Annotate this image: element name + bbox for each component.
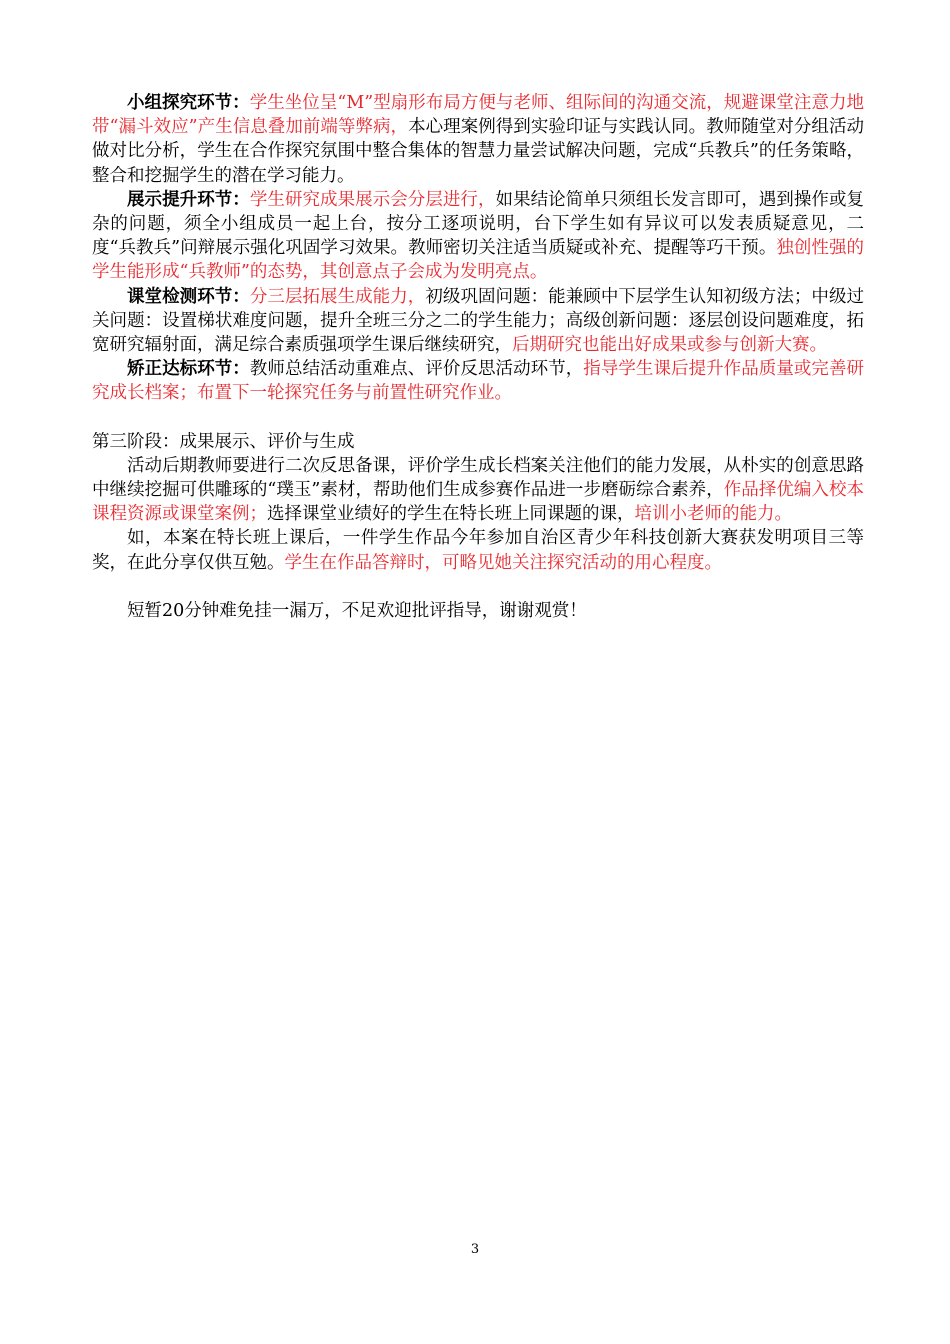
showcase-highlight-1: 学生研究成果展示会分层进行，	[249, 189, 496, 210]
assessment-label: 课堂检测环节：	[127, 286, 250, 307]
stage3-p2-text: 如，本案在特长班上课后，一件学生作品今年参加自治区青少年科技创新大赛获发明项目三等奖，在此分享仅供互勉。	[92, 528, 864, 573]
assessment-text: 初级巩固问题：能兼顾中下层学生认知初级方法；中级过关问题：设置梯状难度问题，提升全班三分之二的学生能力；高级创新问题：逐层创设问题难度，拓宽研究辐射面，满足综合素质强项学生课后继续研究，	[92, 286, 865, 356]
stage3-paragraph-1	[92, 454, 864, 527]
assessment-highlight-1: 分三层拓展生成能力，	[249, 286, 426, 307]
showcase-label: 展示提升环节：	[127, 189, 250, 210]
showcase-paragraph	[92, 188, 864, 285]
stage3-p1-highlight-1: 作品择优编入校本课程资源或课堂案例；	[92, 480, 865, 525]
correction-text: 教师总结活动重难点、评价反思活动环节，	[249, 359, 584, 380]
stage3-p1-highlight-2: 培训小老师的能力。	[634, 504, 792, 525]
page-number: 3	[470, 1242, 480, 1257]
stage3-heading: 第三阶段：成果展示、评价与生成	[92, 431, 355, 452]
stage3-p1-text-1: 活动后期教师要进行二次反思备课，评价学生成长档案关注他们的能力发展，从朴实的创意思路中继续挖掘可供雕琢的“璞玉”素材，帮助他们生成参赛作品进一步磨砺综合素养，	[92, 455, 864, 501]
showcase-highlight-2: 独创性强的学生能形成“兵教师”的态势，其创意点子会成为发明亮点。	[92, 238, 865, 283]
blank-line	[92, 406, 864, 430]
showcase-text: 如果结论简单只须组长发言即可，遇到操作或复杂的问题，须全小组成员一起上台，按分工逐项说明，台下学生如有异议可以发表质疑意见，二度“兵教兵”问辩展示强化巩固学习效果。教师密切关注适当质疑或补充、提醒等巧干预。	[92, 189, 865, 259]
blank-line-2	[92, 575, 864, 599]
correction-paragraph	[92, 357, 864, 405]
stage3-paragraph-2	[92, 526, 864, 574]
document-page	[92, 91, 864, 623]
group-inquiry-text: 本心理案例得到实验印证与实践认同。教师随堂对分组活动做对比分析，学生在合作探究氛围中整合集体的智慧力量尝试解决问题，完成“兵教兵”的任务策略，整合和挖掘学生的潜在学习能力。	[92, 117, 864, 186]
group-inquiry-highlight: 学生坐位呈“M”型扇形布局方便与老师、组际间的沟通交流，规避课堂注意力地带“漏斗效应”产生信息叠加前端等弊病，	[92, 93, 865, 138]
assessment-highlight-2: 后期研究也能出好成果或参与创新大赛。	[512, 335, 827, 356]
stage3-p1-text-2: 选择课堂业绩好的学生在特长班上同课题的课，	[267, 504, 635, 525]
closing-paragraph: 短暂20分钟难免挂一漏万，不足欢迎批评指导，谢谢观赏！	[127, 600, 587, 621]
group-inquiry-label: 小组探究环节：	[127, 93, 250, 113]
group-inquiry-paragraph	[92, 91, 864, 188]
stage3-p2-highlight: 学生在作品答辩时，可略见她关注探究活动的用心程度。	[284, 552, 722, 573]
correction-label: 矫正达标环节：	[127, 359, 250, 380]
correction-highlight: 指导学生课后提升作品质量或完善研究成长档案；布置下一轮探究任务与前置性研究作业。	[92, 359, 865, 404]
assessment-paragraph	[92, 285, 864, 358]
